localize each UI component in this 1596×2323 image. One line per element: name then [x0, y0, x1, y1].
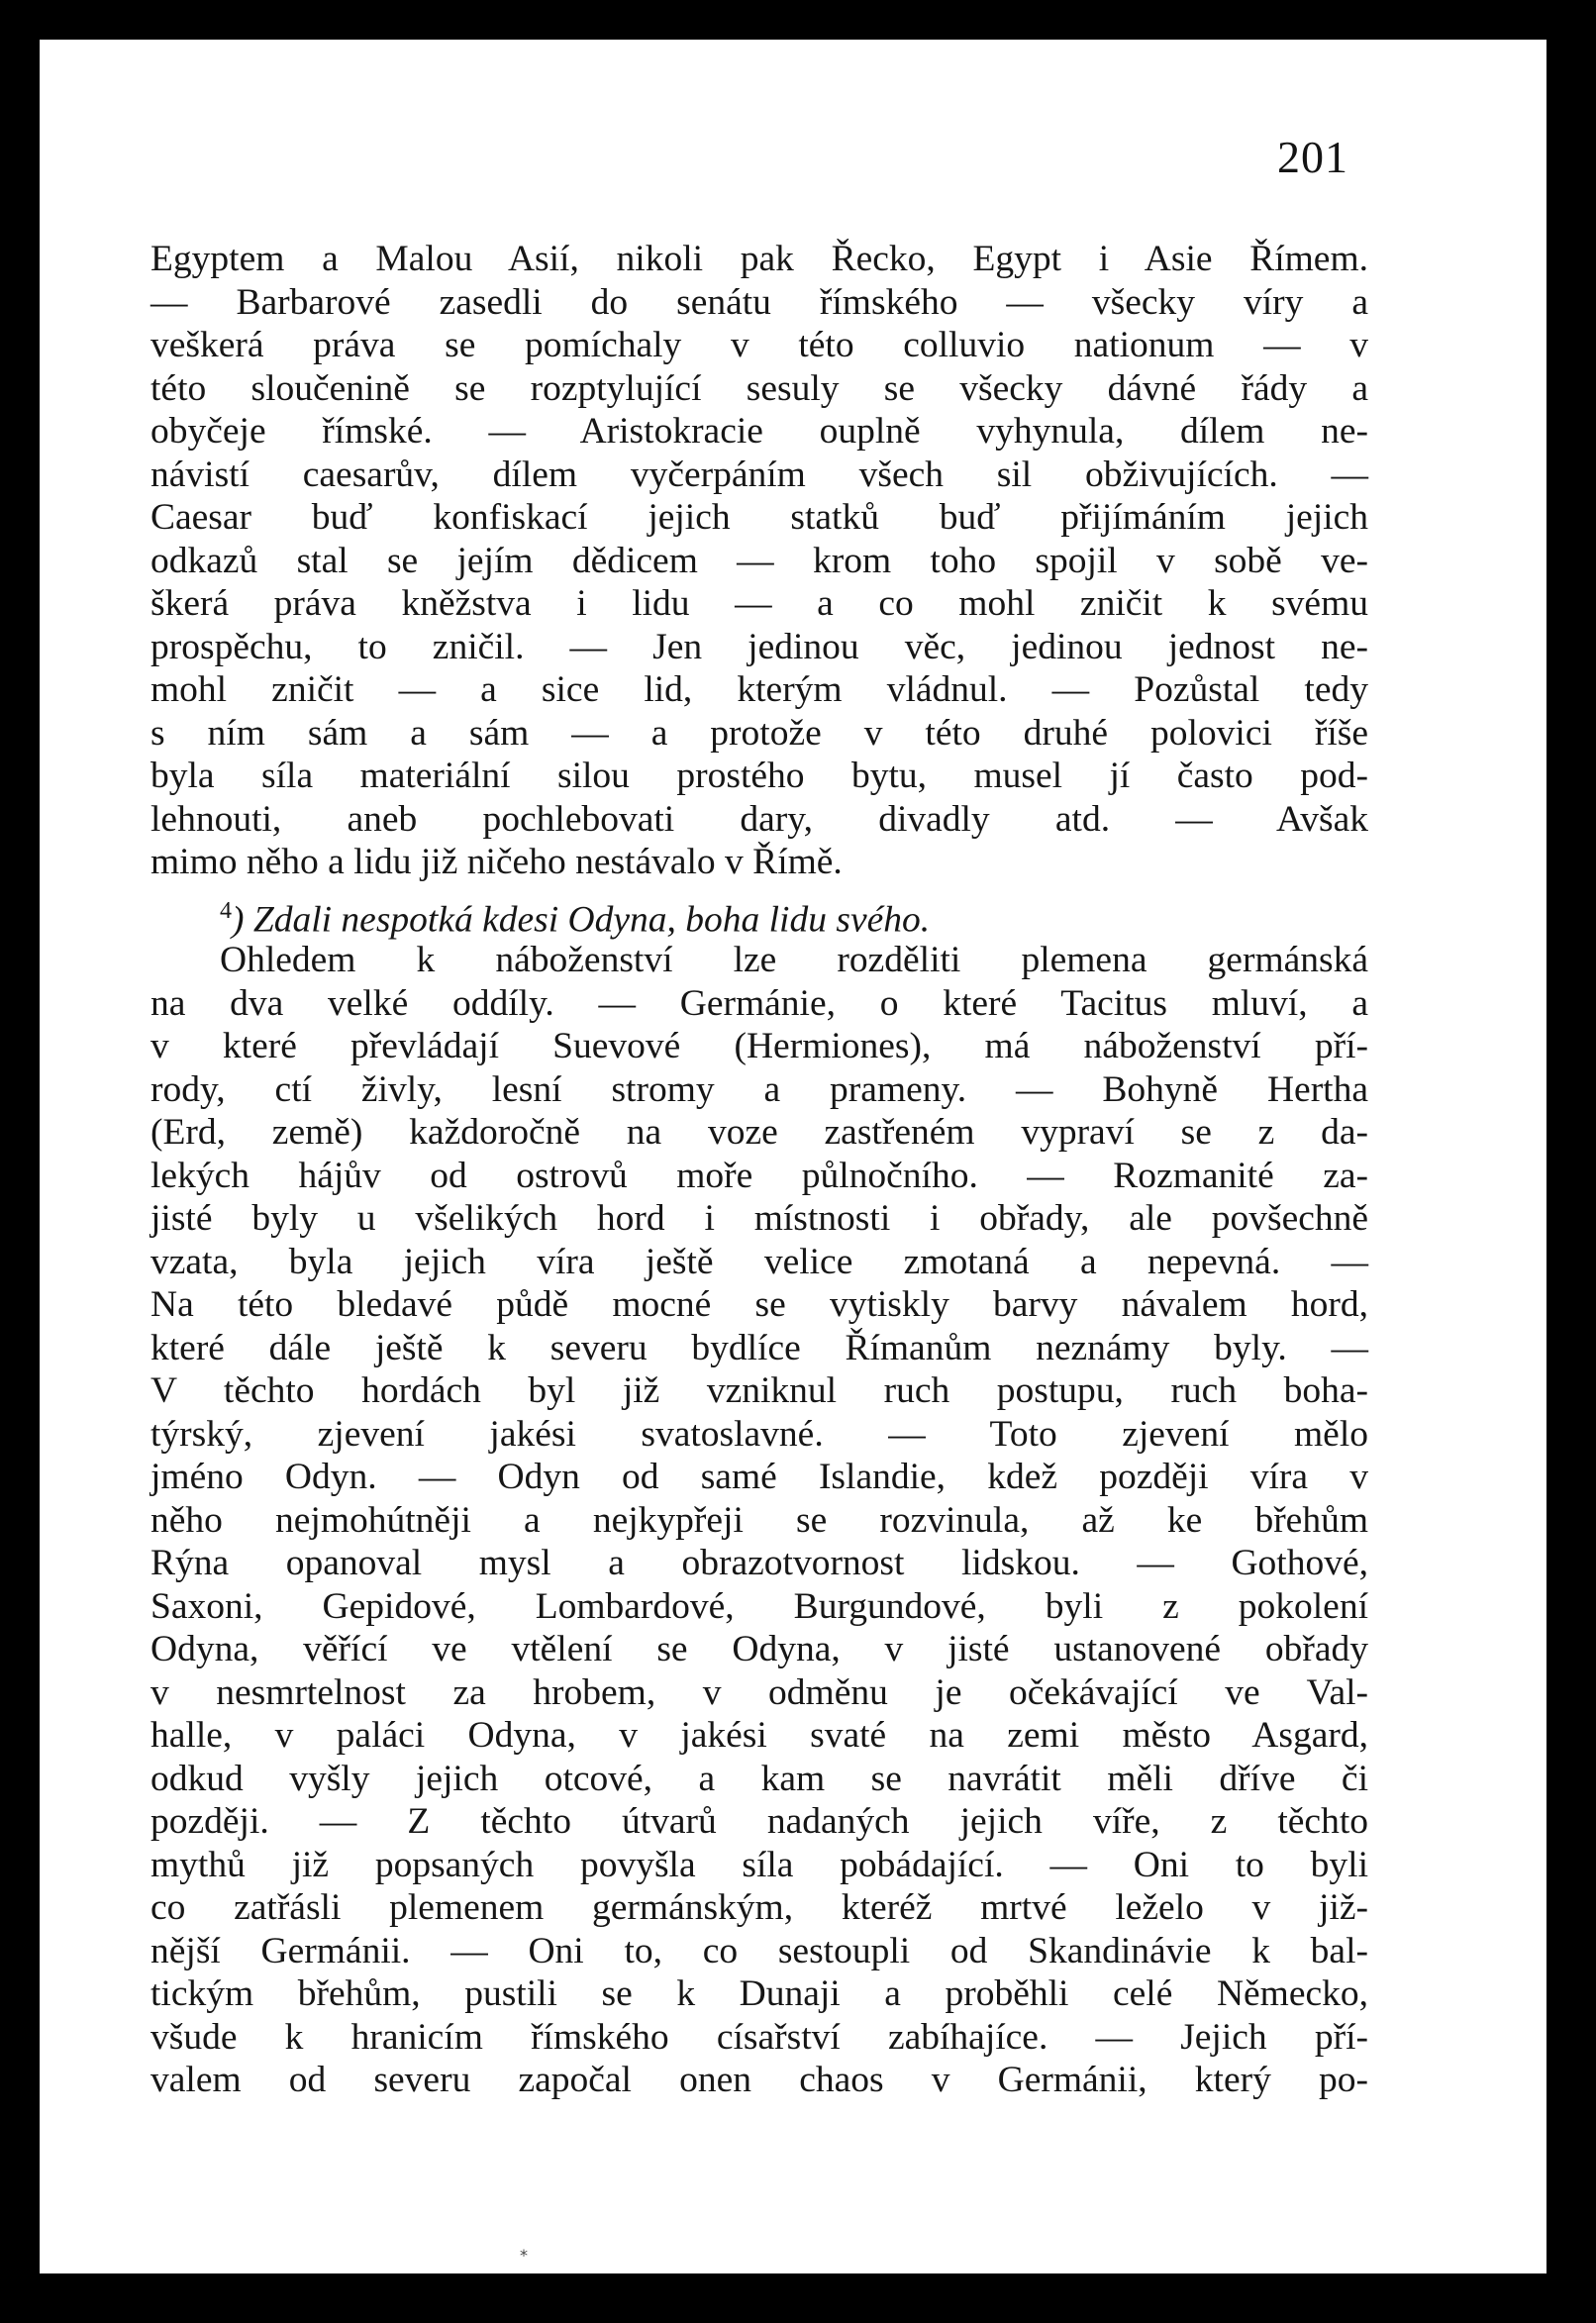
footnote-mark: 4 [220, 897, 232, 924]
text-line: rody, ctí živly, lesní stromy a prameny. — Bohyně Hertha [150, 1068, 1368, 1110]
text-line: co zatřásli plemenem germánským, kteréž mrtvé leželo v již- [150, 1887, 1368, 1928]
page-number: 201 [1277, 132, 1348, 182]
text-line: lehnouti, aneb pochlebovati dary, divadly atd. — Avšak [150, 798, 1368, 840]
text-line: vzata, byla jejich víra ještě velice zmotaná a nepevná. — [150, 1241, 1368, 1282]
text-body [150, 238, 1368, 2102]
footnote [150, 890, 1368, 940]
text-line: veškerá práva se pomíchaly v této colluvio nationum — v [150, 325, 1368, 365]
book-page [40, 40, 1546, 2273]
text-line: Na této bledavé půdě mocné se vytiskly barvy návalem hord, [150, 1284, 1368, 1325]
text-line: jisté byly u všelikých hord i místnosti i obřady, ale povšechně [150, 1198, 1368, 1239]
text-line: návistí caesarův, dílem vyčerpáním všech sil obživujících. — [150, 454, 1368, 495]
print-speck: * [520, 2246, 528, 2265]
text-line: mythů již popsaných povyšla síla pobádající. — Oni to byli [150, 1844, 1368, 1885]
text-line: všude k hranicím římského císařství zabíhajíce. — Jejich pří- [150, 2016, 1368, 2058]
text-line: v které převládají Suevové (Hermiones), má náboženství pří- [150, 1026, 1368, 1066]
paragraph-2 [150, 939, 1368, 2102]
text-line: Odyna, věřící ve vtělení se Odyna, v jisté ustanovené obřady [150, 1629, 1368, 1669]
text-line: V těchto hordách byl již vzniknul ruch postupu, ruch boha- [150, 1370, 1368, 1411]
text-line: později. — Z těchto útvarů nadaných jejich víře, z těchto [150, 1801, 1368, 1842]
text-line: nější Germánii. — Oni to, co sestoupli od Skandinávie k bal- [150, 1930, 1368, 1971]
text-line: této sloučenině se rozptylující sesuly se všecky dávné řády a [150, 367, 1368, 409]
text-line: mimo něho a lidu již ničeho nestávalo v Římě. [150, 842, 843, 882]
text-line: halle, v paláci Odyna, v jakési svaté na zemi město Asgard, [150, 1715, 1368, 1756]
text-line: něho nejmohútněji a nejkypřeji se rozvinula, až ke břehům [150, 1499, 1368, 1541]
text-line: mohl zničit — a sice lid, kterým vládnul. — Pozůstal tedy [150, 669, 1368, 710]
text-line: škerá práva kněžstva i lidu — a co mohl zničit k svému [150, 583, 1368, 624]
text-line: — Barbarové zasedli do senátu římského — všecky víry a [150, 281, 1368, 323]
footnote-text: ) Zdali nespotká kdesi Odyna, boha lidu svého. [232, 899, 931, 940]
text-line: které dále ještě k severu bydlíce Římanům neznámy byly. — [150, 1327, 1368, 1368]
text-line: tickým břehům, pustili se k Dunaji a proběhli celé Německo, [150, 1973, 1368, 2014]
text-line: jméno Odyn. — Odyn od samé Islandie, kdež později víra v [150, 1457, 1368, 1497]
text-line: obyčeje římské. — Aristokracie ouplně vyhynula, dílem ne- [150, 411, 1368, 452]
text-line: týrský, zjevení jakési svatoslavné. — Toto zjevení mělo [150, 1413, 1368, 1455]
text-line: prospěchu, to zničil. — Jen jedinou věc, jedinou jednost ne- [150, 626, 1368, 667]
text-line: Saxoni, Gepidové, Lombardové, Burgundové, byli z pokolení [150, 1585, 1368, 1627]
paragraph-1 [150, 238, 1368, 884]
text-line: byla síla materiální silou prostého bytu, musel jí často pod- [150, 756, 1368, 796]
text-line: valem od severu započal onen chaos v Germánii, který po- [150, 2060, 1368, 2100]
text-line: Ohledem k náboženství lze rozděliti plemena germánská [220, 940, 1368, 980]
text-line: v nesmrtelnost za hrobem, v odměnu je očekávající ve Val- [150, 1671, 1368, 1713]
text-line: lekých hájův od ostrovů moře půlnočního. — Rozmanité za- [150, 1155, 1368, 1196]
text-line: odkazů stal se jejím dědicem — krom toho spojil v sobě ve- [150, 540, 1368, 581]
text-line: (Erd, země) každoročně na voze zastřeném vypraví se z da- [150, 1112, 1368, 1153]
text-line: s ním sám a sám — a protože v této druhé polovici říše [150, 712, 1368, 754]
text-line: odkud vyšly jejich otcové, a kam se navrátit měli dříve či [150, 1758, 1368, 1799]
text-line: na dva velké oddíly. — Germánie, o které Tacitus mluví, a [150, 982, 1368, 1024]
text-line: Caesar buď konfiskací jejich statků buď přijímáním jejich [150, 497, 1368, 538]
text-line: Rýna opanoval mysl a obrazotvornost lidskou. — Gothové, [150, 1543, 1368, 1583]
text-line: Egyptem a Malou Asií, nikoli pak Řecko, Egypt i Asie Římem. [150, 239, 1368, 279]
